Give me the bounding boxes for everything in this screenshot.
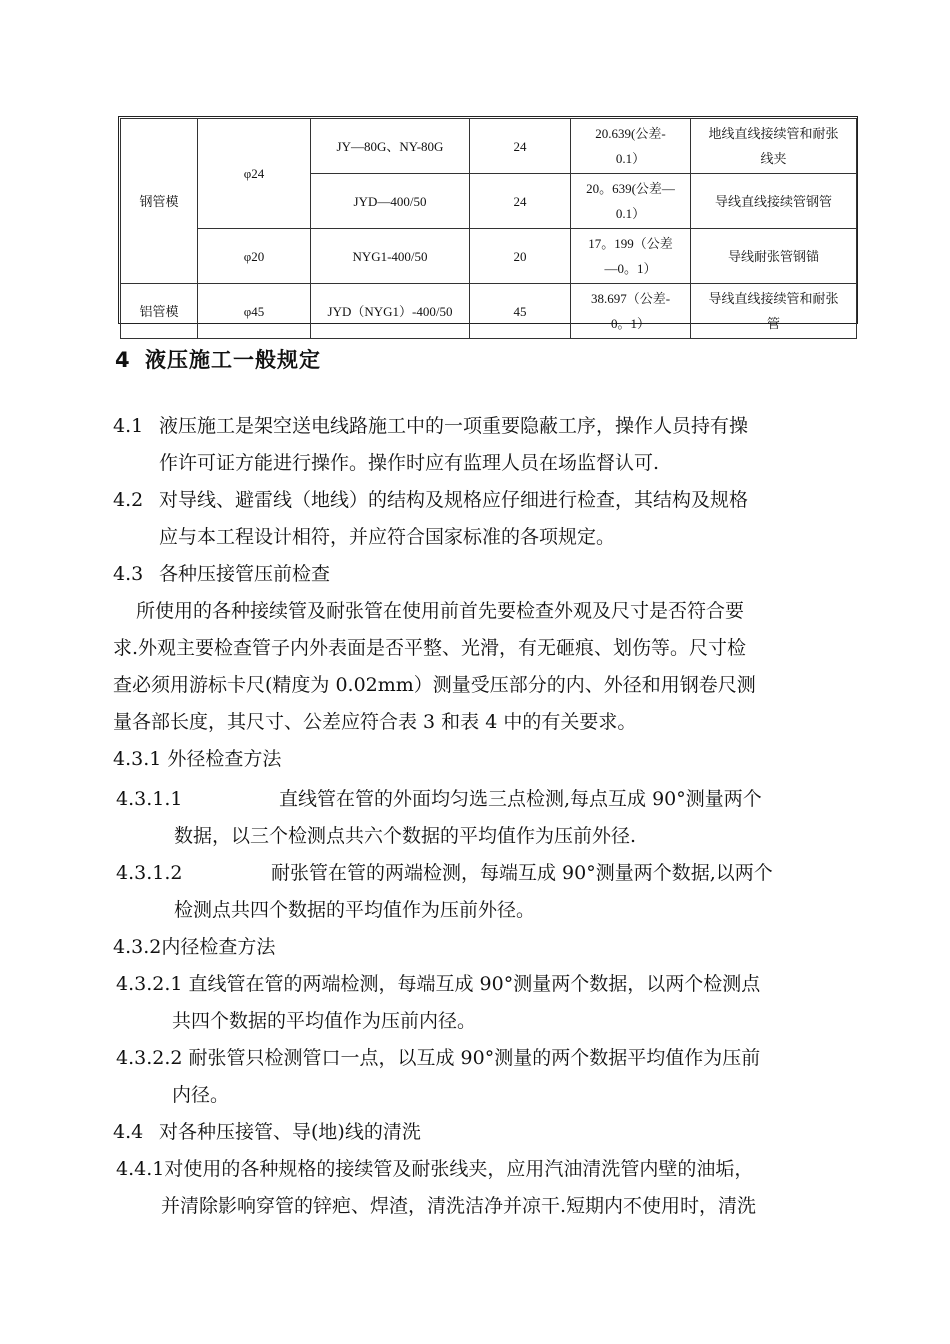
- mold-cell: 钢管模: [121, 119, 198, 284]
- body-line-3: 查必须用游标卡尺(精度为 0.02mm）测量受压部分的内、外径和用钢卷尺测: [113, 674, 756, 696]
- model-cell: JYD—400/50: [311, 174, 470, 229]
- specification-table-frame: [118, 116, 858, 331]
- paragraph-4-3: 4.3 各种压接管压前检查: [113, 563, 331, 585]
- diameter-cell: φ45: [198, 284, 311, 339]
- heading-4-3-2: 4.3.2内径检查方法: [113, 936, 276, 958]
- model-cell: JY—80G、NY-80G: [311, 119, 470, 174]
- usage-cell: 导线直线接续管和耐张 管: [691, 284, 857, 339]
- size-cell: 45: [470, 284, 571, 339]
- paragraph-4-2-line-2: 应与本工程设计相符，并应符合国家标准的各项规定。: [159, 526, 616, 548]
- heading-4-3-1: 4.3.1 外径检查方法: [113, 748, 282, 770]
- paragraph-4-4-1-line-2: 并清除影响穿管的锌疤、焊渣，清洗洁净并凉干.短期内不使用时，清洗: [161, 1195, 757, 1217]
- size-cell: 20: [470, 229, 571, 284]
- length-cell: 38.697（公差- 0。1）: [571, 284, 691, 339]
- table-row: [121, 284, 857, 339]
- usage-cell: 导线耐张管钢锚: [691, 229, 857, 284]
- usage-cell: 地线直线接续管和耐张 线夹: [691, 119, 857, 174]
- paragraph-4-4-1-line-1: 4.4.1对使用的各种规格的接续管及耐张线夹，应用汽油清洗管内壁的油垢，: [116, 1158, 754, 1180]
- body-line-4: 量各部长度，其尺寸、公差应符合表 3 和表 4 中的有关要求。: [113, 711, 637, 733]
- table-row: [121, 229, 857, 284]
- paragraph-4-3-1-2-line-2: 检测点共四个数据的平均值作为压前外径。: [174, 899, 536, 921]
- usage-cell: 导线直线接续管钢管: [691, 174, 857, 229]
- paragraph-4-2-line-1: 4.2 对导线、避雷线（地线）的结构及规格应仔细进行检查，其结构及规格: [113, 489, 749, 511]
- body-line-2: 求.外观主要检查管子内外表面是否平整、光滑，有无砸痕、划伤等。尺寸检: [113, 637, 747, 659]
- paragraph-4-4: 4.4 对各种压接管、导(地)线的清洗: [113, 1121, 421, 1143]
- paragraph-4-3-1-2-line-1: 4.3.1.2 耐张管在管的两端检测，每端互成 90°测量两个数据,以两个: [116, 862, 773, 884]
- model-cell: NYG1-400/50: [311, 229, 470, 284]
- body-line-1: 所使用的各种接续管及耐张管在使用前首先要检查外观及尺寸是否符合要: [136, 600, 745, 622]
- paragraph-4-3-1-1-line-1: 4.3.1.1 直线管在管的外面均匀选三点检测,每点互成 90°测量两个: [116, 788, 762, 810]
- paragraph-4-1-line-2: 作许可证方能进行操作。操作时应有监理人员在场监督认可.: [159, 452, 660, 474]
- length-cell: 17。199（公差 —0。1）: [571, 229, 691, 284]
- table-row: [121, 119, 857, 174]
- section-number: 4: [115, 348, 131, 372]
- paragraph-4-3-2-2-line-2: 内径。: [172, 1084, 230, 1106]
- paragraph-4-3-1-1-line-2: 数据，以三个检测点共六个数据的平均值作为压前外径.: [174, 825, 637, 847]
- diameter-cell: φ20: [198, 229, 311, 284]
- size-cell: 24: [470, 119, 571, 174]
- model-cell: JYD（NYG1）-400/50: [311, 284, 470, 339]
- specification-table: [120, 118, 857, 339]
- section-title: 液压施工一般规定: [145, 348, 321, 372]
- paragraph-4-3-2-2-line-1: 4.3.2.2 耐张管只检测管口一点，以互成 90°测量的两个数据平均值作为压前: [116, 1047, 761, 1069]
- mold-cell: 铝管模: [121, 284, 198, 339]
- paragraph-4-1-line-1: 4.1 液压施工是架空送电线路施工中的一项重要隐蔽工序，操作人员持有操: [113, 415, 749, 437]
- size-cell: 24: [470, 174, 571, 229]
- diameter-cell: φ24: [198, 119, 311, 229]
- paragraph-4-3-2-1-line-1: 4.3.2.1 直线管在管的两端检测，每端互成 90°测量两个数据，以两个检测点: [116, 973, 761, 995]
- length-cell: 20。639(公差— 0.1）: [571, 174, 691, 229]
- paragraph-4-3-2-1-line-2: 共四个数据的平均值作为压前内径。: [172, 1010, 477, 1032]
- section-heading: [115, 344, 321, 374]
- length-cell: 20.639(公差- 0.1）: [571, 119, 691, 174]
